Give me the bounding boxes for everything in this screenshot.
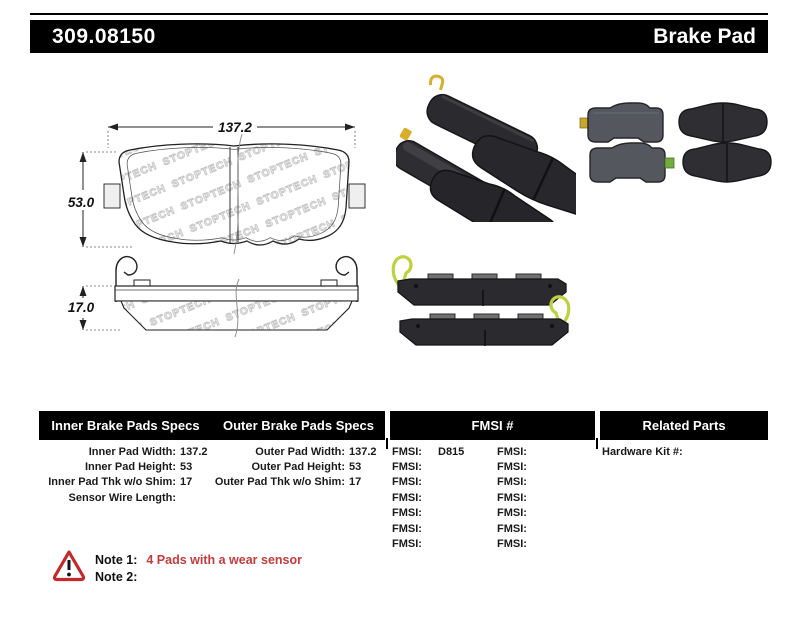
fmsi-row (497, 490, 592, 505)
pad-bottom-left (590, 143, 674, 182)
note-2-label: Note 2: (95, 569, 138, 584)
dim-width-label: 137.2 (218, 120, 252, 135)
spec-label: Outer Pad Thk w/o Shim: (214, 476, 345, 489)
spec-label: Inner Pad Thk w/o Shim: (48, 476, 176, 489)
fmsi-table-col2 (497, 444, 592, 552)
thickness-dimension (68, 286, 121, 330)
part-number: 309.08150 (52, 24, 156, 48)
related-part-row (602, 444, 768, 459)
related-part-label: Hardware Kit #: (602, 445, 683, 458)
pad-top-right (679, 103, 767, 142)
top-rule (30, 13, 768, 15)
fmsi-row (392, 444, 492, 459)
front-view (104, 134, 365, 254)
fmsi-row (497, 536, 592, 551)
fmsi-label: FMSI: (497, 461, 527, 474)
specs-header-bar (39, 411, 385, 440)
fmsi-row (497, 475, 592, 490)
spec-value: 137.2 (349, 445, 377, 458)
note-1 (95, 551, 302, 568)
spec-value: 137.2 (180, 445, 208, 458)
table-divider (386, 438, 388, 449)
dim-height-label: 53.0 (67, 195, 95, 210)
fmsi-label: FMSI: (497, 538, 527, 551)
side-view (115, 257, 358, 337)
inner-specs-table (38, 444, 213, 506)
fmsi-label: FMSI: (392, 476, 422, 489)
note-1-text: 4 Pads with a wear sensor (146, 552, 302, 567)
table-divider (596, 438, 598, 449)
pads-photo-side (388, 248, 578, 366)
pads-photo-angled (396, 74, 576, 222)
outer-specs-table (208, 444, 383, 490)
left-ear-tab (104, 184, 120, 208)
fmsi-row (392, 536, 492, 551)
related-parts-table (602, 444, 768, 459)
fmsi-row (497, 506, 592, 521)
warning-triangle-icon (52, 549, 86, 582)
fmsi-row (497, 521, 592, 536)
fmsi-label: FMSI: (497, 491, 527, 504)
fmsi-value: D815 (438, 445, 465, 458)
friction-material (121, 301, 352, 330)
spec-label: Inner Pad Width: (88, 445, 176, 458)
fmsi-row (497, 459, 592, 474)
fmsi-table-col1 (392, 444, 492, 552)
technical-drawing (55, 90, 385, 355)
spec-row (208, 444, 383, 459)
note-1-label: Note 1: (95, 552, 138, 567)
product-name: Brake Pad (653, 24, 756, 48)
outer-specs-header: Outer Brake Pads Specs (222, 418, 375, 433)
note-2 (95, 568, 146, 585)
fmsi-label: FMSI: (392, 522, 422, 535)
dim-thickness-label: 17.0 (67, 300, 95, 315)
related-parts-header-bar: Related Parts (600, 411, 768, 440)
pads-photo-grid (579, 94, 773, 194)
fmsi-label: FMSI: (392, 507, 422, 520)
spec-row (38, 490, 213, 505)
fmsi-row (392, 506, 492, 521)
fmsi-label: FMSI: (392, 445, 422, 458)
fmsi-label: FMSI: (392, 461, 422, 474)
spec-row (38, 475, 213, 490)
spec-value: 17 (349, 476, 362, 489)
width-dimension (108, 120, 355, 148)
pad-bottom-right (683, 143, 771, 182)
spec-label: Inner Pad Height: (84, 461, 176, 474)
title-bar (30, 20, 768, 53)
fmsi-label: FMSI: (497, 476, 527, 489)
fmsi-row (392, 490, 492, 505)
spec-value: 53 (349, 461, 362, 474)
fmsi-label: FMSI: (392, 491, 422, 504)
pad-top-left (580, 103, 663, 142)
spec-label: Outer Pad Height: (251, 461, 345, 474)
fmsi-row (392, 459, 492, 474)
inner-specs-header: Inner Brake Pads Specs (51, 418, 200, 433)
spec-label: Sensor Wire Length: (68, 491, 176, 504)
right-ear-tab (349, 184, 365, 208)
side-pad-strip (400, 314, 568, 346)
spec-value: 17 (180, 476, 193, 489)
fmsi-header-bar: FMSI # (390, 411, 595, 440)
spec-row (208, 459, 383, 474)
fmsi-label: FMSI: (392, 538, 422, 551)
side-pad-strip (398, 274, 566, 306)
spec-row (208, 475, 383, 490)
spec-row (38, 459, 213, 474)
spec-label: Outer Pad Width: (255, 445, 345, 458)
spec-value: 53 (180, 461, 193, 474)
spec-row (38, 444, 213, 459)
fmsi-row (392, 475, 492, 490)
fmsi-row (497, 444, 592, 459)
fmsi-label: FMSI: (497, 522, 527, 535)
fmsi-row (392, 521, 492, 536)
fmsi-label: FMSI: (497, 507, 527, 520)
fmsi-label: FMSI: (497, 445, 527, 458)
